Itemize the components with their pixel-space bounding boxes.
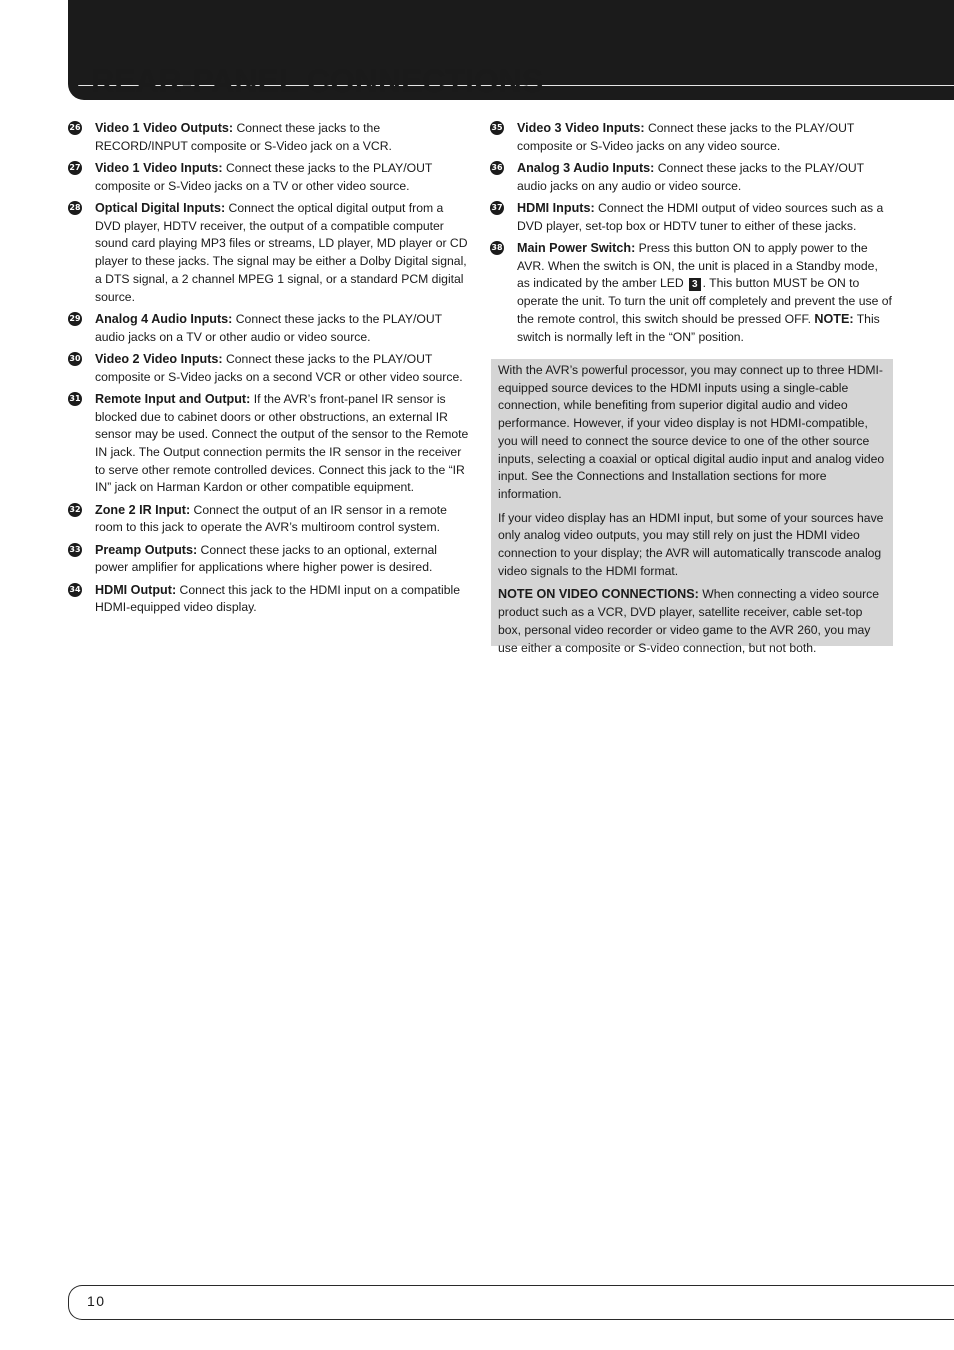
note-text: This switch is normally left in the “ON” position. [517, 311, 880, 344]
item-number-badge: 30 [68, 352, 82, 366]
item-label: Video 2 Video Inputs: [95, 351, 223, 366]
item-text: Connect this jack to the HDMI input on a compatible HDMI-equipped video display. [95, 582, 460, 615]
item-number-badge: 33 [68, 543, 82, 557]
item-label: Analog 3 Audio Inputs: [517, 161, 655, 175]
item-label: Preamp Outputs: [95, 542, 198, 557]
item-text: Connect these jacks to the PLAY/OUT audio jacks on any audio or video source. [517, 161, 864, 193]
item-number-badge: 38 [490, 241, 504, 255]
item-number-badge: 35 [490, 121, 504, 135]
item-text: If the AVR’s front-panel IR sensor is blocked due to cabinet doors or other obstructions, an external IR sensor may be used. Connect the output of the sensor to the Remote IN jack. The Output connection permits the IR sensor in the receiver to serve other remote controlled devices. Connect this jack to the “IR IN” jack on Harman Kardon or other compatible equipment. [95, 391, 469, 495]
list-item [68, 351, 470, 386]
item-number-badge: 26 [68, 121, 82, 135]
page-number: 10 [87, 1293, 106, 1309]
list-item [68, 200, 470, 306]
item-label: Video 3 Video Inputs: [517, 121, 645, 135]
item-text: Connect the HDMI output of video sources such as a DVD player, set-top box or HDTV tuner to either of these jacks. [517, 201, 884, 233]
item-number-badge: 31 [68, 392, 82, 406]
item-text: Press this button ON to apply power to the AVR. When the switch is ON, the unit is placed in a Standby mode, as indicated by the amber LED [517, 241, 878, 291]
item-label: Zone 2 IR Input: [95, 502, 191, 517]
note-paragraph: With the AVR’s powerful processor, you may connect up to three HDMI-equipped source devices to the HDMI inputs using a single-cable connection, while benefiting from superior digital audio and video performance. However, if your video display is not HDMI-compatible, you will need to connect the source device to one of the other source inputs, selecting a coaxial or optical digital audio input and analog video input. See the Connections and Installation sections for more information. [498, 363, 885, 501]
list-item [68, 582, 470, 617]
item-text: Connect these jacks to the RECORD/INPUT composite or S-Video jack on a VCR. [95, 121, 392, 153]
item-label: Main Power Switch: [517, 241, 636, 255]
item-number-badge: 29 [68, 312, 82, 326]
hdmi-note-box [491, 359, 893, 655]
item-text: Connect these jacks to the PLAY/OUT composite or S-Video jacks on a TV or other video source. [95, 161, 433, 193]
note-paragraph [498, 586, 886, 657]
page-title: REAR-PANEL CONNECTIONS [91, 63, 544, 100]
note-text: When connecting a video source product such as a VCR, DVD player, satellite receiver, cable set-top box, personal video recorder or video game to the AVR 260, you may use either a composite or S-video connection, but not both. [498, 587, 880, 655]
item-text: Connect these jacks to the PLAY/OUT composite or S-Video jacks on any video source. [517, 121, 855, 153]
left-column [68, 120, 470, 622]
item-text: . This button MUST be ON to operate the unit. To turn the unit off completely and prevent the use of the remote control, this switch should be pressed OFF. [517, 276, 892, 326]
note-label: NOTE: [814, 311, 854, 326]
item-number-badge: 32 [68, 503, 82, 517]
list-item [68, 542, 470, 577]
list-item-power-switch [490, 240, 894, 346]
item-text: Connect these jacks to the PLAY/OUT composite or S-Video jacks on a second VCR or other video source. [95, 351, 463, 384]
note-heading: NOTE ON VIDEO CONNECTIONS: [498, 587, 699, 602]
item-number-badge: 36 [490, 161, 504, 175]
list-item [490, 200, 894, 235]
list-item [490, 120, 894, 155]
item-number-badge: 37 [490, 201, 504, 215]
item-label: Analog 4 Audio Inputs: [95, 311, 233, 326]
item-text: Connect the output of an IR sensor in a remote room to this jack to operate the AVR’s multiroom control system. [95, 502, 447, 535]
item-label: Optical Digital Inputs: [95, 201, 226, 215]
item-label: HDMI Output: [95, 582, 177, 597]
item-label: Video 1 Video Outputs: [95, 121, 234, 135]
list-item [490, 160, 894, 195]
list-item [68, 120, 470, 155]
led-reference-badge: 3 [689, 278, 701, 291]
item-label: Video 1 Video Inputs: [95, 161, 223, 175]
item-label: HDMI Inputs: [517, 201, 595, 215]
note-paragraph: If your video display has an HDMI input, but some of your sources have only analog video outputs, you may still rely on just the HDMI video connection to your display; the AVR will automatically transcode analog video signals to the HDMI format. [498, 510, 884, 578]
item-text: Connect these jacks to the PLAY/OUT audio jacks on a TV or other audio or video source. [95, 311, 442, 344]
item-number-badge: 28 [68, 201, 82, 215]
footer-bar [68, 1285, 954, 1320]
list-item [68, 311, 470, 346]
item-text: Connect the optical digital output from a DVD player, HDTV receiver, the output of a compatible computer sound card playing MP3 files or streams, LD player, MD player or CD player to these jacks. The signal may be either a Dolby Digital signal, a DTS signal, a 2 channel MPEG 1 signal, or a standard PCM digital source. [95, 201, 468, 304]
item-label: Remote Input and Output: [95, 391, 251, 406]
list-item [68, 391, 470, 497]
list-item [68, 502, 470, 537]
item-number-badge: 27 [68, 161, 82, 175]
item-number-badge: 34 [68, 583, 82, 597]
item-text: Connect these jacks to an optional, external power amplifier for applications where higher power is desired. [95, 542, 438, 575]
right-column [490, 120, 894, 351]
list-item [68, 160, 470, 195]
